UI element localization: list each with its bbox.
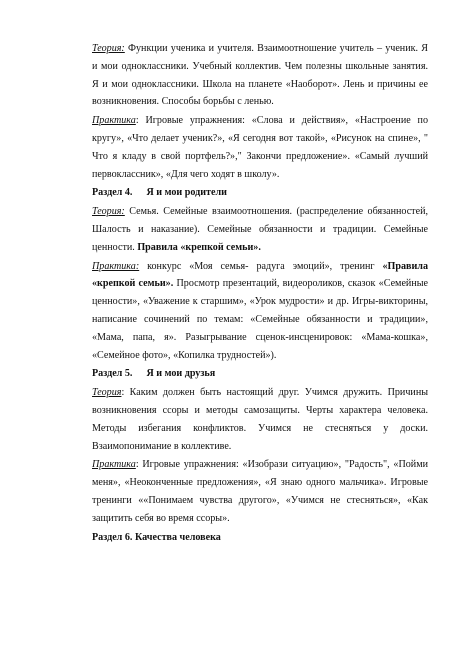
paragraph-text: Семья. Семейные взаимоотношения. (распределение обязанностей, Шалость и наказание). Семейные обязанности и традиции. Семейные ценности. — [92, 206, 428, 253]
paragraph-practice-section-3 — [92, 112, 428, 183]
paragraph-practice-section-5 — [92, 456, 428, 527]
section-title: Я и мои родители — [146, 187, 227, 199]
document-body — [92, 40, 428, 547]
paragraph-theory-section-3 — [92, 40, 428, 111]
bold-phrase: Правила «крепкой семьи». — [137, 241, 261, 253]
paragraph-text: : Игровые упражнения: «Изобрази ситуацию», "Радость", «Пойми меня», «Неоконченные предложения», «Я знаю одного мальчика». Игровые тренинги ««Понимаем чувства другого», «Учимся не стесняться», «Как защитить себя во время ссоры». — [92, 459, 428, 524]
bold-phrase: «Правила «крепкой семьи». — [92, 260, 428, 290]
paragraph-theory-section-4 — [92, 203, 428, 256]
section-number: Раздел 4. — [92, 187, 133, 199]
practice-label: Практика — [92, 459, 136, 471]
theory-label: Теория — [92, 387, 122, 399]
section-heading-6 — [92, 529, 428, 547]
section-title: Качества человека — [134, 531, 221, 543]
paragraph-text: : Игровые упражнения: «Слова и действия», «Настроение по кругу», «Что делает ученик?», «Я сегодня вот такой», «Рисунок на спине», " Что я кладу в свой портфель?»," Закончи предложение». «Самый лучший первоклассник», «Для чего ходят в школу». — [92, 115, 428, 180]
paragraph-text: : Каким должен быть настоящий друг. Учимся дружить. Причины возникновения ссоры и методы самозащиты. Черты характера человека. Методы избегания конфликтов. Учимся не стесняться у доски. Взаимопонимание в коллективе. — [92, 387, 428, 452]
theory-label: Теория: — [92, 206, 125, 218]
practice-label: Практика — [92, 115, 136, 127]
section-number: Раздел 5. — [92, 368, 133, 380]
paragraph-text: Просмотр презентаций, видеороликов, сказок «Семейные ценности», «Уважение к старшим», «Урок мудрости» и др. Игры-викторины, написание сочинений по темам: «Семейные обязанности и традиции», «Мама, папа, я». Разыгрывание сценок-инсценировок: «Мама-кошка», «Семейное фото», «Копилка трудностей»). — [92, 278, 428, 361]
section-title: Я и мои друзья — [146, 368, 216, 380]
paragraph-text: Функции ученика и учителя. Взаимоотношение учитель – ученик. Я и мои одноклассники. Учебный коллектив. Чем полезны школьные занятия. Я и мои одноклассники. Школа на планете «Наоборот». Лень и причины ее возникновения. Способы борьбы с ленью. — [92, 43, 428, 108]
theory-label: Теория: — [92, 43, 125, 54]
section-heading-5 — [92, 365, 428, 383]
paragraph-text: конкурс «Моя семья- радуга эмоций», тренинг — [139, 260, 383, 272]
paragraph-theory-section-5 — [92, 384, 428, 455]
practice-label: Практика: — [92, 260, 140, 272]
section-heading-4 — [92, 184, 428, 202]
section-number: Раздел 6. — [92, 531, 133, 543]
paragraph-practice-section-4 — [92, 258, 428, 365]
